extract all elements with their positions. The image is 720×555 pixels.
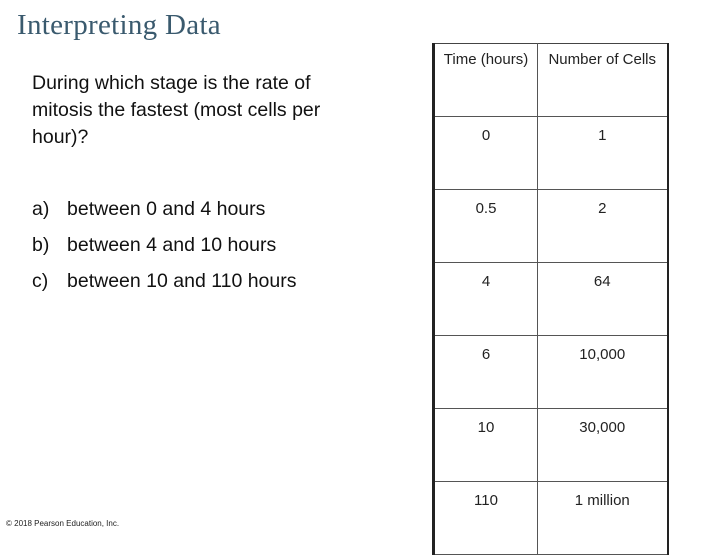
option-letter: a)	[32, 198, 50, 220]
copyright-footer: © 2018 Pearson Education, Inc.	[6, 519, 120, 528]
header-time: Time (hours)	[434, 44, 538, 117]
table-row	[434, 263, 668, 336]
option-text: between 0 and 4 hours	[67, 198, 266, 220]
cell-cells: 2	[538, 190, 668, 263]
cell-cells: 10,000	[538, 336, 668, 409]
table-row	[434, 482, 668, 555]
table-row	[434, 409, 668, 482]
cell-cells: 64	[538, 263, 668, 336]
cell-cells: 1	[538, 117, 668, 190]
option-c	[32, 269, 297, 305]
option-b	[32, 233, 297, 269]
option-text: between 4 and 10 hours	[67, 234, 277, 256]
cell-time: 6	[434, 336, 538, 409]
cell-time: 0	[434, 117, 538, 190]
header-cells: Number of Cells	[538, 44, 668, 117]
table-row	[434, 336, 668, 409]
answer-options	[32, 197, 297, 305]
data-table	[432, 43, 669, 555]
table-header-row	[434, 44, 668, 117]
option-text: between 10 and 110 hours	[67, 270, 297, 292]
cell-time: 10	[434, 409, 538, 482]
option-letter: c)	[32, 270, 49, 292]
cell-time: 0.5	[434, 190, 538, 263]
cell-cells: 30,000	[538, 409, 668, 482]
option-a	[32, 197, 297, 233]
cell-cells: 1 million	[538, 482, 668, 555]
cell-time: 4	[434, 263, 538, 336]
question-text: During which stage is the rate of mitosis the fastest (most cells per hour)?	[32, 72, 321, 148]
slide-title: Interpreting Data	[17, 9, 221, 41]
table-row	[434, 117, 668, 190]
cell-time: 110	[434, 482, 538, 555]
table-row	[434, 190, 668, 263]
option-letter: b)	[32, 234, 50, 256]
